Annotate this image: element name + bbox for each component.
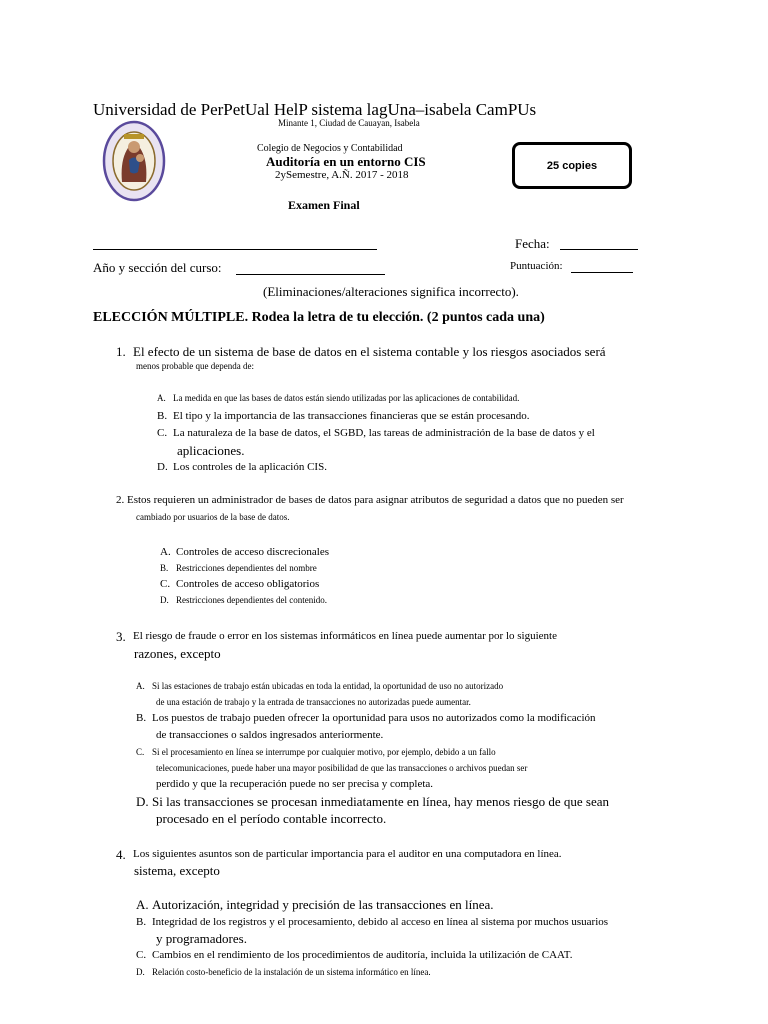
question-number: 2. [116,494,125,506]
option-a[interactable] [160,544,329,560]
option-text: Integridad de los registros y el procesamiento, debido al acceso en línea al sistema por muchos usuarios [152,916,609,928]
question-number: 4. [116,847,126,862]
option-text: telecomunicaciones, puede haber una mayor posibilidad de que las transacciones o archivos puedan ser [156,763,528,773]
option-c[interactable] [136,947,608,964]
option-text: El tipo y la importancia de las transacciones financieras que se están procesando. [173,410,530,422]
question-text: Estos requieren un administrador de bases de datos para asignar atributos de seguridad a datos que no pueden ser [127,494,624,506]
option-c[interactable] [136,744,609,760]
question-text: El riesgo de fraude o error en los sistemas informáticos en línea puede aumentar por lo siguiente [133,630,557,642]
question-text-continued: cambiado por usuarios de la base de datos. [136,512,290,522]
option-letter: D. [160,595,169,605]
university-seal-logo [102,120,166,202]
option-a[interactable] [157,390,595,408]
exam-title: Examen Final [288,198,360,212]
option-c[interactable] [157,425,595,442]
question-4-options [136,896,608,980]
name-blank-line[interactable] [93,237,377,250]
option-a[interactable] [136,896,608,914]
option-letter: C. [157,427,168,439]
question-text: Los siguientes asuntos son de particular importancia para el auditor en una computadora en línea. [133,848,562,860]
option-text: Autorización, integridad y precisión de las transacciones en línea. [152,897,494,912]
copies-badge [512,142,632,189]
option-letter: B. [157,410,168,422]
question-3-options [136,678,609,827]
course-section-label: Año y sección del curso: [93,260,222,275]
option-b[interactable] [157,408,595,425]
option-text: Cambios en el rendimiento de los procedimientos de auditoría, incluida la utilización de CAAT. [152,949,573,961]
option-letter: C. [136,747,145,757]
alterations-note: (Eliminaciones/alteraciones significa incorrecto). [263,284,519,299]
question-1 [116,343,746,360]
option-text: La naturaleza de la base de datos, el SGBD, las tareas de administración de la base de datos y el [173,427,595,439]
option-text: Los controles de la aplicación CIS. [173,461,327,473]
option-c-continued-2 [136,776,609,793]
semester-label: 2ySemestre, A.Ñ. 2017 - 2018 [275,169,409,181]
option-text: Si las transacciones se procesan inmediatamente en línea, hay menos riesgo de que sean [152,794,610,809]
question-text-continued: menos probable que dependa de: [136,361,254,371]
option-text: Relación costo-beneficio de la instalación de un sistema informático en línea. [152,967,431,977]
question-text-continued: razones, excepto [134,646,221,661]
copies-text: 25 copies [546,159,598,172]
option-b-continued [136,930,608,947]
question-2 [116,494,624,506]
option-text: de una estación de trabajo y la entrada de transacciones no autorizadas puede aumentar. [156,697,471,707]
option-letter: C. [160,578,171,590]
campus-address: Minante 1, Ciudad de Cauayan, Isabela [278,118,420,128]
option-text: La medida en que las bases de datos están siendo utilizadas por las aplicaciones de contabilidad. [173,393,520,403]
option-d[interactable] [136,793,609,810]
date-label: Fecha: [515,236,550,251]
option-letter: C. [136,949,147,961]
option-b-continued [136,727,609,744]
option-letter: D. [157,461,168,473]
option-letter: A. [136,681,145,691]
instructions-heading: ELECCIÓN MÚLTIPLE. Rodea la letra de tu elección. (2 puntos cada una) [93,310,545,325]
option-a-continued [136,694,609,710]
question-1-options [157,390,595,476]
question-number: 3. [116,629,126,644]
option-letter: A. [136,897,149,912]
score-blank-line[interactable] [571,260,633,273]
option-b[interactable] [160,560,329,576]
question-text-continued: sistema, excepto [134,863,220,878]
option-c[interactable] [160,576,329,592]
option-text: Los puestos de trabajo pueden ofrecer la oportunidad para usos no autorizados como la modificación [152,712,596,724]
option-letter: A. [157,393,166,403]
option-d-continued [136,810,609,827]
option-letter: B. [160,563,169,573]
option-letter: A. [160,546,171,558]
option-c-continued [136,760,609,776]
option-letter: D. [136,967,145,977]
option-letter: D. [136,794,149,809]
option-text: aplicaciones. [177,443,245,458]
option-text: procesado en el período contable incorrecto. [156,811,387,826]
score-label: Puntuación: [510,260,563,272]
college-name: Colegio de Negocios y Contabilidad [257,143,403,154]
question-number: 1. [116,344,126,359]
option-text: Restricciones dependientes del contenido. [176,595,327,605]
option-text: de transacciones o saldos ingresados anteriormente. [156,729,384,741]
option-d[interactable] [136,964,608,980]
option-text: Si las estaciones de trabajo están ubicadas en toda la entidad, la oportunidad de uso no autorizado [152,681,504,691]
option-a[interactable] [136,678,609,694]
date-blank-line[interactable] [560,237,638,250]
option-b[interactable] [136,710,609,727]
question-2-options [160,544,329,608]
university-title: Universidad de PerPetUal HelP sistema lagUna–isabela CamPUs [93,100,537,119]
option-text: Controles de acceso discrecionales [176,546,330,558]
option-c-continued [157,442,595,459]
option-text: Restricciones dependientes del nombre [176,563,317,573]
question-3 [116,628,746,645]
option-letter: B. [136,712,147,724]
question-text: El efecto de un sistema de base de datos en el sistema contable y los riesgos asociados será [133,344,606,359]
option-b[interactable] [136,914,608,930]
option-text: Si el procesamiento en línea se interrumpe por cualquier motivo, por ejemplo, debido a un fallo [152,747,496,757]
course-name: Auditoría en un entorno CIS [266,154,426,169]
course-section-blank-line[interactable] [236,260,385,275]
option-d[interactable] [160,592,329,608]
option-d[interactable] [157,459,595,476]
question-4 [116,846,746,863]
option-text: perdido y que la recuperación puede no ser precisa y completa. [156,778,434,790]
option-text: Controles de acceso obligatorios [176,578,320,590]
option-text: y programadores. [156,931,247,946]
option-letter: B. [136,916,147,928]
